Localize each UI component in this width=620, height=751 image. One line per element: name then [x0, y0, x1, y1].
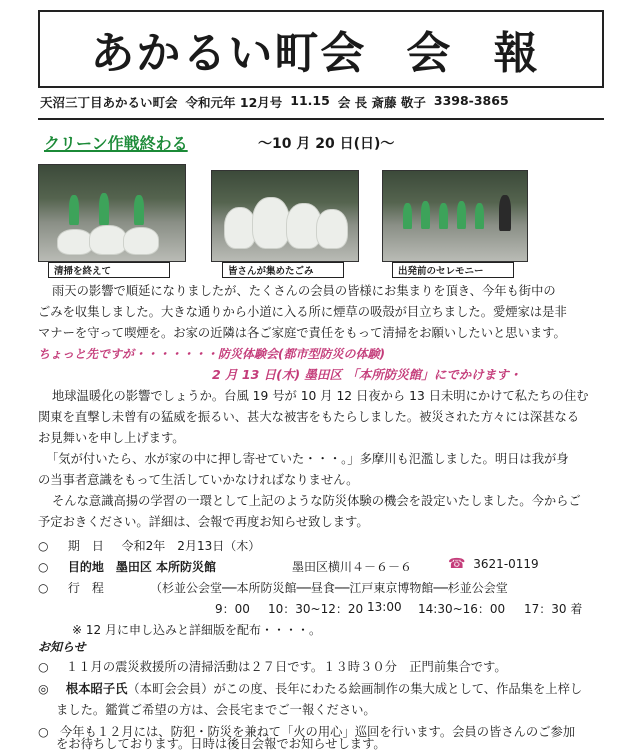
cleanup-title: クリーン作戦終わる: [44, 134, 188, 153]
schedule-destination-label: 目的地 墨田区 本所防災館: [67, 560, 217, 574]
disaster-body-line: そんな意識高揚の学習の一環として上記のような防災体験の機会を設定いたしました。今からご: [52, 494, 581, 508]
photo-after-cleanup: [38, 164, 186, 262]
disaster-body-line: 地球温暖化の影響でしょうか。台風 19 号が 10 月 12 日夜から 13 日未明にかけて私たちの住む: [52, 389, 589, 403]
masthead-suffix: 会 報: [406, 28, 552, 79]
disaster-body-line: の当事者意識をもって生活していかなければなりません。: [38, 473, 359, 487]
notice-item: ○ 今年も１２月には、防犯・防災を兼ねて「火の用心」巡回を行います。会員の皆さんのご参加: [38, 722, 575, 743]
notice-item-continuation: ました。鑑賞ご希望の方は、会長宅までご一報ください。: [56, 703, 376, 717]
circle-bullet-icon: ○: [38, 581, 49, 595]
phone-icon: ☎: [448, 556, 466, 572]
schedule-destination-row: [38, 558, 216, 575]
schedule-time: 17：30 着: [524, 602, 583, 616]
header-chair: 会 長 斎藤 敬子: [337, 95, 426, 110]
header-date: 11.15: [290, 93, 330, 108]
circle-bullet-icon: ○: [38, 560, 49, 574]
masthead: [38, 10, 604, 88]
bold-circle-bullet-icon: ◎: [38, 682, 49, 696]
header-info: [40, 93, 602, 111]
caption-after-cleanup: 清掃を終えて: [48, 262, 170, 278]
caption-opening-ceremony: 出発前のセレモニー: [392, 262, 514, 278]
circle-bullet-icon: ○: [38, 660, 49, 674]
schedule-time: 14:30~16：00: [418, 602, 506, 616]
schedule-time: 13:00: [367, 600, 402, 614]
disaster-body-line: 関東を直撃し未曾有の猛威を振るい、甚大な被害をもたらしました。被災された方々には深甚なる: [38, 410, 580, 424]
schedule-route: （杉並公会堂──本所防災館──昼食──江戸東京博物館──杉並公会堂: [150, 581, 508, 595]
cleanup-body-line: マナーを守って喫煙を。お家の近隣は各ご家庭で責任をもって清掃をお願いしたいと思います。: [38, 326, 566, 340]
header-phone: 3398-3865: [433, 93, 509, 108]
schedule-date-row: [38, 537, 260, 554]
disaster-body-line: 予定おきください。詳細は、会報で再度お知らせ致します。: [38, 515, 369, 529]
caption-collected-garbage: 皆さんが集めたごみ: [222, 262, 344, 278]
notices-heading: お知らせ: [38, 640, 86, 654]
schedule-date-value: 令和2年 2月13日（木）: [121, 539, 261, 553]
schedule-date-label: 期 日: [67, 539, 104, 553]
disaster-body-line: 「気が付いたら、水が家の中に押し寄せていた・・・。」多摩川も氾濫しました。明日は我が身: [46, 452, 569, 466]
disaster-body-line: お見舞いを申し上げます。: [38, 431, 185, 445]
schedule-route-row: [38, 579, 104, 596]
notice-person-name: 根本昭子氏: [65, 682, 128, 696]
circle-bullet-icon: ○: [38, 725, 49, 739]
photo-collected-garbage: [211, 170, 359, 262]
circle-bullet-icon: ○: [38, 539, 49, 553]
schedule-note: ※ 12 月に申し込みと詳細版を配布・・・・。: [72, 623, 321, 637]
photo-opening-ceremony: [382, 170, 528, 262]
schedule-destination-phone: 3621-0119: [473, 557, 539, 571]
header-rule: [38, 118, 604, 120]
masthead-title: あかるい町会: [90, 28, 367, 79]
disaster-teaser: ちょっと先ですが・・・・・・・防災体験会(都市型防災の体験): [38, 347, 385, 361]
schedule-destination-address: 墨田区横川４－６－６: [292, 560, 413, 574]
header-issue: 令和元年 12月号: [185, 95, 283, 110]
schedule-destination-phone-row: [448, 556, 539, 572]
disaster-headline: 2 月 13 日(木) 墨田区 「本所防災館」にでかけます・: [212, 367, 522, 382]
header-org: 天沼三丁目あかるい町会: [40, 95, 178, 110]
notice-item-continuation: をお待ちしております。日時は後日会報でお知らせします。: [56, 737, 386, 751]
schedule-time: 9：00: [215, 602, 250, 616]
cleanup-date: 〜10 月 20 日(日)〜: [258, 136, 395, 152]
schedule-route-label: 行 程: [67, 581, 104, 595]
cleanup-body-line: ごみを収集しました。大きな通りから小道に入る所に煙草の吸殻が目立ちました。愛煙家は是非: [38, 305, 567, 319]
cleanup-body-line: 雨天の影響で順延になりましたが、たくさんの会員の皆様にお集まりを頂き、今年も街中の: [52, 284, 556, 298]
notice-item: ◎ 根本昭子氏（本町会会員）がこの度、長年にわたる絵画制作の集大成として、作品集を上梓し: [38, 679, 582, 700]
schedule-time: 10：30~12：20: [268, 602, 364, 616]
notice-item: ○ １１月の震災救援所の清掃活動は２７日です。１３時３０分 正門前集合です。: [38, 657, 507, 678]
